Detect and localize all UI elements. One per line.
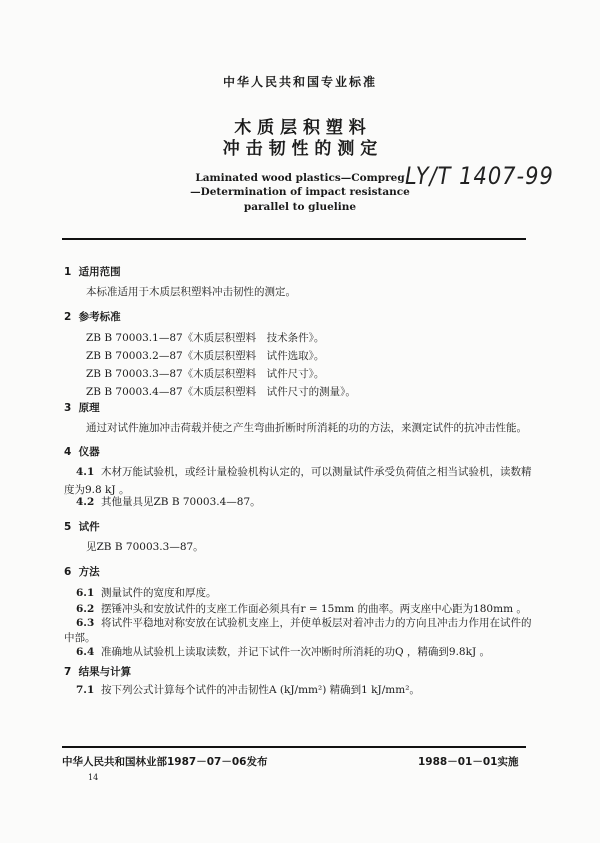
item-6-1: 6.1 测量试件的宽度和厚度。 (76, 587, 217, 599)
reference-item: ZB B 70003.4—87《木质层积塑料 试件尺寸的测量》。 (86, 386, 356, 398)
item-4-1: 4.1 木材万能试验机，或经计量检验机构认定的，可以测量试件承受负荷值之相当试验机，读数精 (76, 466, 532, 478)
section-5-body: 见ZB B 70003.3—87。 (86, 541, 204, 553)
item-4-2: 4.2 其他量具见ZB B 70003.4—87。 (76, 496, 261, 508)
section-3-heading: 3 原理 (64, 402, 100, 414)
issue-date: 中华人民共和国林业部1987－07－06发布 (62, 756, 268, 768)
reference-item: ZB B 70003.2—87《木质层积塑料 试件选取》。 (86, 350, 325, 362)
english-title-line-3: parallel to glueline (243, 201, 357, 213)
title-line-2: 冲 击 韧 性 的 测 定 (222, 139, 378, 159)
handwritten-standard-number: LY/T 1407-99 (405, 162, 554, 190)
section-3-body: 通过对试件施加冲击荷载并使之产生弯曲折断时所消耗的功的方法，来测定试件的抗冲击性能。 (86, 422, 527, 434)
item-6-4: 6.4 准确地从试验机上读取读数，并记下试件一次冲断时所消耗的功Q ，精确到9.8kJ 。 (76, 646, 491, 658)
reference-item: ZB B 70003.3—87《木质层积塑料 试件尺寸》。 (86, 368, 325, 380)
item-6-2: 6.2 摆锤冲头和安放试件的支座工作面必须具有r = 15mm 的曲率。两支座中心距为180mm 。 (76, 603, 527, 615)
issuer-header: 中华人民共和国专业标准 (222, 75, 377, 89)
section-2-heading: 2 参考标准 (64, 311, 121, 323)
bottom-rule (62, 746, 526, 748)
section-4-heading: 4 仪器 (64, 446, 100, 458)
item-7-1: 7.1 按下列公式计算每个试件的冲击韧性A (kJ/mm²) 精确到1 kJ/mm²。 (76, 684, 420, 696)
item-4-1-continued: 度为9.8 kJ 。 (64, 484, 130, 496)
english-title-line-1: Laminated wood plastics—Compreg (195, 172, 405, 184)
reference-item: ZB B 70003.1—87《木质层积塑料 技术条件》。 (86, 332, 325, 344)
effective-date: 1988－01－01实施 (418, 756, 519, 768)
section-7-heading: 7 结果与计算 (64, 666, 132, 678)
english-title-line-2: —Determination of impact resistance (190, 186, 410, 198)
item-6-3: 6.3 将试件平稳地对称安放在试验机支座上，并使单板层对着冲击力的方向且冲击力作用在试件的 (76, 617, 532, 629)
section-1-body: 本标准适用于木质层积塑料冲击韧性的测定。 (86, 286, 296, 298)
section-6-heading: 6 方法 (64, 566, 100, 578)
section-5-heading: 5 试件 (64, 521, 100, 533)
title-line-1: 木 质 层 积 塑 料 (234, 118, 366, 138)
section-1-heading: 1 适用范围 (64, 266, 121, 278)
page-number: 14 (88, 773, 99, 782)
item-6-3-continued: 中部。 (64, 632, 96, 644)
top-rule (62, 238, 526, 240)
